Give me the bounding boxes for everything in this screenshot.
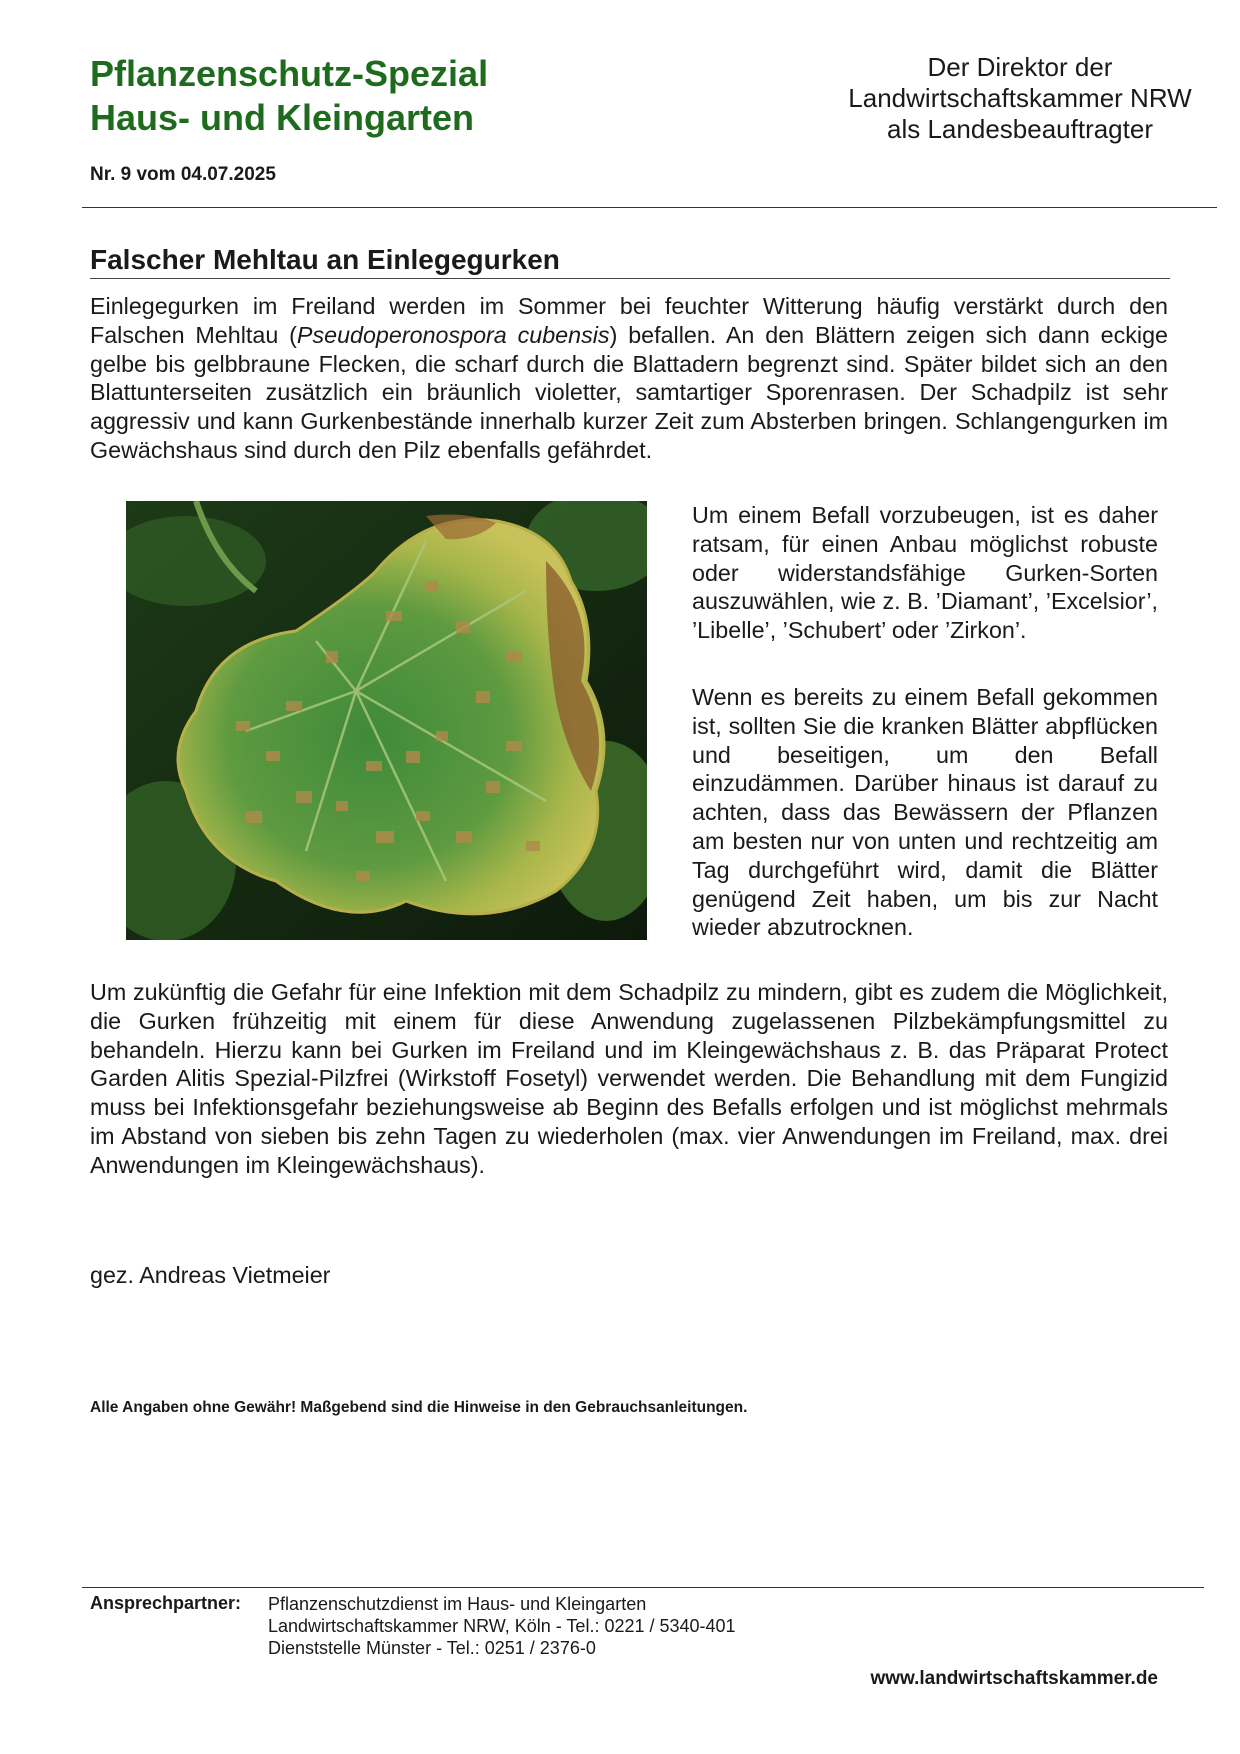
signature: gez. Andreas Vietmeier	[90, 1262, 331, 1288]
title-underline	[90, 278, 1170, 279]
leaf-illustration	[126, 501, 647, 940]
issue-number: Nr. 9 vom 04.07.2025	[90, 164, 276, 185]
intro-paragraph	[90, 292, 1168, 465]
fungicide-paragraph: Um zukünftig die Gefahr für eine Infektion mit dem Schadpilz zu mindern, gibt es zudem die Möglichkeit, die Gurken frühzeitig mit einem für diese Anwendung zugelassenen Pilzbekämpfungsmittel zu behandeln. Hierzu kann bei Gurken im Freiland und im Kleingewächshaus z. B. das Präparat Protect Garden Alitis Spezial-Pilzfrei (Wirkstoff Fosetyl) verwendet werden. Die Behandlung mit dem Fungizid muss bei Infektionsgefahr beziehungsweise ab Beginn des Befalls erfolgen und ist möglichst mehrmals im Abstand von sieben bis zehn Tagen zu wiederholen (max. vier Anwendungen im Freiland, max. drei Anwendungen im Kleingewächshaus).	[90, 979, 1168, 1178]
contact-line1: Pflanzenschutzdienst im Haus- und Kleingarten	[268, 1594, 647, 1614]
footer-divider	[82, 1587, 1204, 1588]
director-line1: Der Direktor der	[927, 52, 1113, 82]
disclaimer: Alle Angaben ohne Gewähr! Maßgebend sind die Hinweise in den Gebrauchsanleitungen.	[90, 1399, 748, 1416]
publication-title-line1: Pflanzenschutz-Spezial	[90, 53, 489, 94]
intro-text-after: ) befallen. An den Blättern zeigen sich dann eckige gelbe bis gelbbraune Flecken, die scharf durch die Blattadern begrenzt sind. Später bildet sich an den Blattunterseiten zusätzlich ein bräunlich violetter, samtartiger Sporenrasen. Der Schadpilz ist sehr aggressiv und kann Gurkenbestände innerhalb kurzer Zeit zum Absterben bringen. Schlangengurken im Gewächshaus sind durch den Pilz ebenfalls gefährdet.	[90, 321, 1168, 463]
director-line2: Landwirtschaftskammer NRW	[848, 83, 1192, 113]
treatment-paragraph: Wenn es bereits zu einem Befall gekommen ist, sollten Sie die kranken Blätter abpflücken und beseitigen, um den Befall einzudämmen. Darüber hinaus ist darauf zu achten, dass das Bewässern der Pflanzen am besten nur von unten und rechtzeitig am Tag durchgeführt wird, damit die Blätter genügend Zeit haben, um bis zur Nacht wieder abzutrocknen.	[692, 684, 1158, 941]
website-link[interactable]: www.landwirtschaftskammer.de	[870, 1668, 1158, 1689]
cucumber-leaf-photo	[126, 501, 647, 940]
publication-title	[90, 52, 650, 140]
article-title: Falscher Mehltau an Einlegegurken	[90, 244, 560, 275]
director-block	[820, 52, 1220, 145]
publication-title-line2: Haus- und Kleingarten	[90, 97, 475, 138]
contact-line3: Dienststelle Münster - Tel.: 0251 / 2376-0	[268, 1638, 596, 1658]
contact-label: Ansprechpartner:	[90, 1593, 242, 1613]
intro-text-before: Einlegegurken im Freiland werden im Sommer bei feuchter Witterung häufig verstärkt durch den Falschen Mehltau (	[90, 293, 1168, 348]
contact-line2: Landwirtschaftskammer NRW, Köln - Tel.: 0221 / 5340-401	[268, 1616, 736, 1636]
header-divider	[82, 207, 1217, 208]
pathogen-name: Pseudoperonospora cubensis	[296, 321, 610, 348]
director-line3: als Landesbeauftragter	[887, 114, 1153, 144]
contact-details	[268, 1593, 736, 1659]
prevention-paragraph: Um einem Befall vorzubeugen, ist es daher ratsam, für einen Anbau möglichst robuste oder widerstandsfähige Gurken-Sorten auszuwählen, wie z. B. ’Diamant’, ’Excelsior’, ’Libelle’, ’Schubert’ oder ’Zirkon’.	[692, 502, 1158, 644]
